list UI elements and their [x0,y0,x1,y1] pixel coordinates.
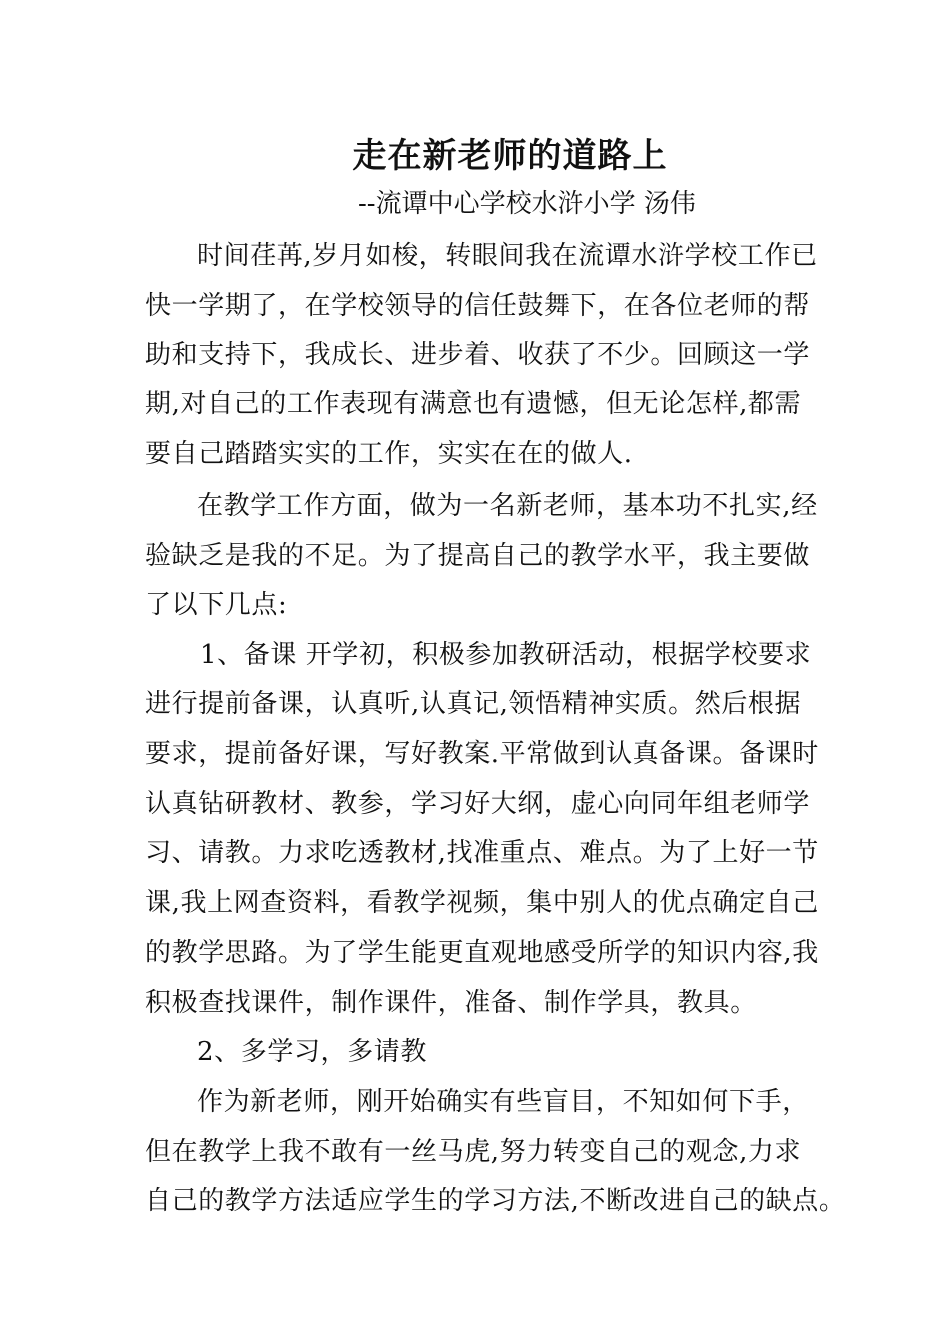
text-line: 要求，提前备好课，写好教案.平常做到认真备课。备课时 [145,739,819,769]
text-line: 作为新老师，刚开始确实有些盲目，不知如何下手， [197,1087,809,1117]
text-line: 但在教学上我不敢有一丝马虎,努力转变自己的观念,力求 [145,1137,802,1167]
text-line: 自己的教学方法适应学生的学习方法,不断改进自己的缺点。 [145,1186,846,1216]
text-line: 积极查找课件，制作课件，准备、制作学具，教具。 [145,988,757,1018]
text-line: 快一学期了，在学校领导的信任鼓舞下，在各位老师的帮 [145,291,811,321]
text-line: 要自己踏踏实实的工作，实实在在的做人. [145,439,633,469]
text-line: 了以下几点: [145,590,288,620]
document-title: 走在新老师的道路上 [352,136,668,176]
author-line: --流谭中心学校水浒小学 汤伟 [358,189,696,219]
text-line: 验缺乏是我的不足。为了提高自己的教学水平，我主要做 [145,541,811,571]
text-line: 助和支持下，我成长、进步着、收获了不少。回顾这一学 [145,340,811,370]
text-line: 课,我上网查资料，看教学视频，集中别人的优点确定自己 [145,888,819,918]
text-line: 认真钻研教材、教参，学习好大纲，虚心向同年组老师学 [145,789,811,819]
text-line: 习、请教。力求吃透教材,找准重点、难点。为了上好一节 [145,838,819,868]
text-line: 进行提前备课，认真听,认真记,领悟精神实质。然后根据 [145,689,802,719]
text-line: 的教学思路。为了学生能更直观地感受所学的知识内容,我 [145,938,819,968]
text-line: 1、备课 开学初，积极参加教研活动，根据学校要求 [200,640,812,670]
text-line: 时间荏苒,岁月如梭，转眼间我在流谭水浒学校工作已 [197,241,818,271]
text-line: 期,对自己的工作表现有满意也有遗憾，但无论怎样,都需 [145,389,802,419]
text-line: 在教学工作方面，做为一名新老师，基本功不扎实,经 [197,491,818,521]
section-heading: 2、多学习，多请教 [197,1037,427,1067]
